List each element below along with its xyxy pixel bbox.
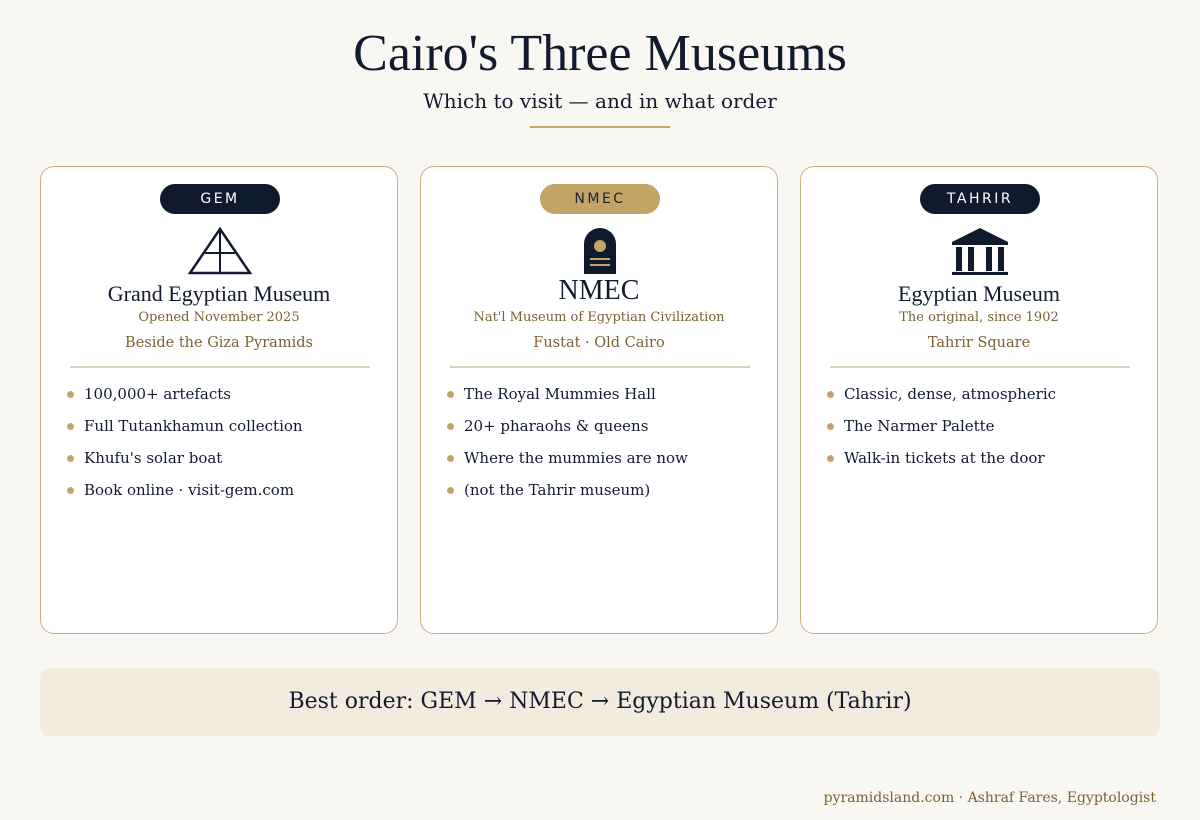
bullet-icon xyxy=(447,455,454,462)
bullet-icon xyxy=(67,423,74,430)
highlights-list xyxy=(41,382,397,510)
list-item-text: Full Tutankhamun collection xyxy=(84,417,303,435)
museum-card-gem xyxy=(40,166,398,634)
list-item xyxy=(41,478,397,510)
highlights-list xyxy=(801,382,1157,478)
badge-nmec: NMEC xyxy=(540,184,660,214)
list-item xyxy=(421,478,777,510)
list-item xyxy=(421,414,777,446)
list-item-text: Khufu's solar boat xyxy=(84,449,223,467)
list-item-text: The Narmer Palette xyxy=(844,417,995,435)
list-item-text: (not the Tahrir museum) xyxy=(464,481,651,499)
list-item xyxy=(41,414,397,446)
bullet-icon xyxy=(827,423,834,430)
museum-location: Tahrir Square xyxy=(927,335,1031,351)
museum-name: Egyptian Museum xyxy=(898,281,1060,306)
museum-location: Fustat · Old Cairo xyxy=(533,335,665,351)
list-item-text: Book online · visit-gem.com xyxy=(84,481,295,499)
museum-name: NMEC xyxy=(558,275,640,306)
card-divider xyxy=(70,366,370,368)
list-item-text: The Royal Mummies Hall xyxy=(464,385,656,403)
page-title: Cairo's Three Museums xyxy=(353,25,847,82)
badge-gem: GEM xyxy=(160,184,280,214)
bullet-icon xyxy=(67,455,74,462)
museum-card-nmec xyxy=(420,166,778,634)
list-item xyxy=(41,382,397,414)
list-item-text: 100,000+ artefacts xyxy=(84,385,232,403)
pyramid-icon xyxy=(160,225,280,277)
museum-subtitle: Opened November 2025 xyxy=(138,310,300,325)
card-divider xyxy=(830,366,1130,368)
list-item xyxy=(41,446,397,478)
list-item xyxy=(421,446,777,478)
footer-credit: pyramidsland.com · Ashraf Fares, Egyptologist xyxy=(823,790,1156,806)
museum-location: Beside the Giza Pyramids xyxy=(125,335,313,351)
title-divider xyxy=(530,126,670,128)
bullet-icon xyxy=(827,455,834,462)
bullet-icon xyxy=(827,391,834,398)
museum-subtitle: Nat'l Museum of Egyptian Civilization xyxy=(473,310,725,325)
sarcophagus-icon xyxy=(540,225,660,277)
highlights-list xyxy=(421,382,777,510)
museum-name: Grand Egyptian Museum xyxy=(107,281,331,306)
list-item xyxy=(801,446,1157,478)
list-item-text: 20+ pharaohs & queens xyxy=(464,417,649,435)
museum-subtitle: The original, since 1902 xyxy=(899,310,1059,325)
bullet-icon xyxy=(447,391,454,398)
temple-columns-icon xyxy=(920,225,1040,277)
bullet-icon xyxy=(67,391,74,398)
list-item-text: Walk-in tickets at the door xyxy=(844,449,1045,467)
best-order-banner: Best order: GEM → NMEC → Egyptian Museum (Tahrir) xyxy=(40,668,1160,736)
museum-card-tahrir xyxy=(800,166,1158,634)
list-item-text: Where the mummies are now xyxy=(464,449,688,467)
badge-tahrir: TAHRIR xyxy=(920,184,1040,214)
bullet-icon xyxy=(447,487,454,494)
list-item-text: Classic, dense, atmospheric xyxy=(844,385,1057,403)
list-item xyxy=(801,414,1157,446)
bullet-icon xyxy=(447,423,454,430)
list-item xyxy=(421,382,777,414)
list-item xyxy=(801,382,1157,414)
card-divider xyxy=(450,366,750,368)
bullet-icon xyxy=(67,487,74,494)
page-subtitle: Which to visit — and in what order xyxy=(423,89,777,113)
